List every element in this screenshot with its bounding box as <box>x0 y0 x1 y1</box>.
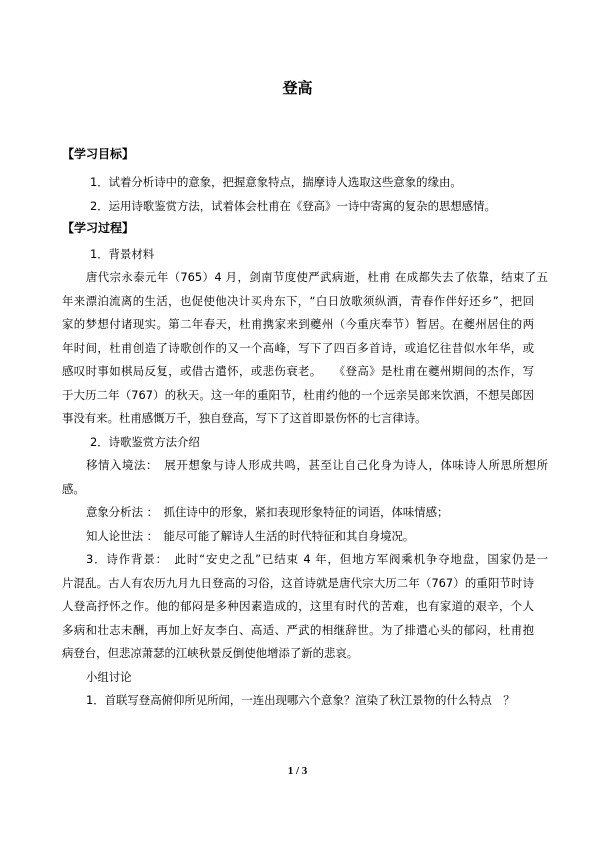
poem-bg-line-3: 人登高抒怀之作。他的郁闷是多种因素造成的，这里有时代的苦难，也有家道的艰辛，个人 <box>62 599 534 613</box>
goals-heading: 【学习目标】 <box>62 147 135 161</box>
background-line-1: 唐代宗永泰元年（765）4 月，剑南节度使严武病逝，杜甫 在成都失去了依靠，结束了五 <box>86 270 548 284</box>
methods-title: 2．诗歌鉴赏方法介绍 <box>90 435 200 449</box>
method-line-2: 感。 <box>62 482 85 496</box>
goal-item-2: 2．运用诗歌鉴赏方法，试着体会杜甫在《登高》一诗中寄寓的复杂的思想感情。 <box>90 199 496 213</box>
method-line-4: 知人论世法 ： 能尽可能了解诗人生活的时代特征和其自身境况。 <box>86 529 415 543</box>
poem-bg-line-2: 片混乱。古人有农历九月九日登高的习俗，这首诗就是唐代宗大历二年（767）的重阳节时诗 <box>62 576 534 590</box>
discussion-title: 小组讨论 <box>86 670 132 684</box>
process-heading: 【学习过程】 <box>62 221 135 235</box>
poem-bg-line-5: 病登台，但悲凉萧瑟的江峡秋景反倒使他增添了新的悲哀。 <box>62 646 359 660</box>
background-line-4: 年时间，杜甫创造了诗歌创作的又一个高峰，写下了四百多首诗，或追忆往昔似水年华，或 <box>62 341 534 355</box>
background-line-5: 感叹时事如棋局反复，或借古遣怀，或悲伤衰老。 《登高》是杜甫在夔州期间的杰作，写 <box>62 364 534 378</box>
poem-bg-line-4: 多病和壮志未酬，再加上好友李白、高适、严武的相继辞世。为了排遣心头的郁闷，杜甫抱 <box>62 623 534 637</box>
method-line-1: 移情入境法： 展开想象与诗人形成共鸣，甚至让自己化身为诗人，体味诗人所思所想所 <box>86 458 548 472</box>
page-number: 1 / 3 <box>287 765 308 777</box>
poem-bg-line-1: 3．诗作背景： 此时“安史之乱”已结束 4 年，但地方军阀乘机争夺地盘，国家仍是一 <box>86 552 548 566</box>
background-line-6: 于大历二年（767）的秋天。这一年的重阳节，杜甫约他的一个远亲吴郎来饮酒，不想吴郎因 <box>62 388 534 402</box>
background-line-7: 事没有来。杜甫感慨万千，独自登高，写下了这首即景伤怀的七言律诗。 <box>62 411 427 425</box>
page-title: 登高 <box>282 79 313 97</box>
discussion-question-1: 1．首联写登高俯仰所见所闻，一连出现哪六个意象？渲染了秋江景物的什么特点 ？ <box>86 693 515 707</box>
method-line-3: 意象分析法 ： 抓住诗中的形象，紧扣表现形象特征的词语，体味情感； <box>86 505 449 519</box>
background-line-3: 家的梦想付诸现实。第二年春天，杜甫携家来到夔州（今重庆奉节）暂居。在夔州居住的两 <box>62 317 534 331</box>
background-title: 1．背景材料 <box>90 247 155 261</box>
goal-item-1: 1．试着分析诗中的意象，把握意象特点，揣摩诗人选取这些意象的缘由。 <box>90 175 462 189</box>
background-line-2: 年来漂泊流离的生活，也促使他决计买舟东下，“白日放歌须纵酒，青春作伴好还乡”，把回 <box>62 294 534 308</box>
